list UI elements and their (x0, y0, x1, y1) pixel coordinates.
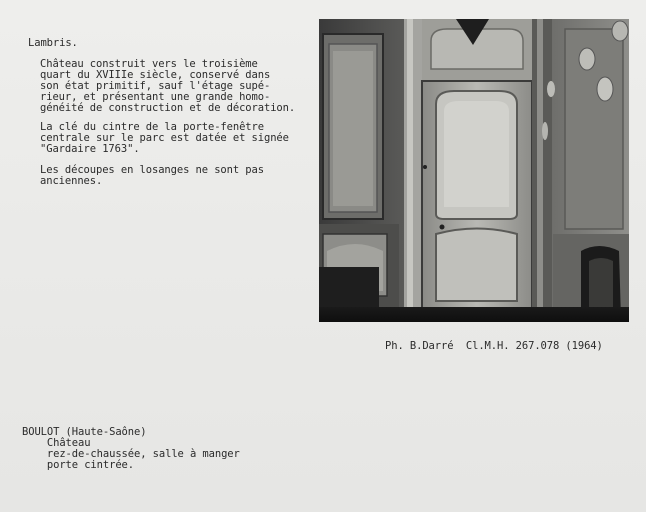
boiserie-door-photo-image (319, 19, 629, 322)
caption-paragraph-cutouts: Les découpes en losanges ne sont pas anciennes. (40, 164, 264, 187)
caption-paragraph-history: Château construit vers le troisième quart du XVIIIe siècle, conservé dans son état primitif, sauf l'étage supé- rieur, et présentant une grande homo- généité de construction et de décoration. (40, 58, 296, 114)
interior-photograph (319, 19, 629, 322)
location-caption: BOULOT (Haute-Saône) Château rez-de-chaussée, salle à manger porte cintrée. (22, 426, 240, 471)
photo-credit: Ph. B.Darré Cl.M.H. 267.078 (1964) (385, 340, 603, 352)
caption-title: Lambris. (28, 37, 78, 49)
caption-paragraph-keystone: La clé du cintre de la porte-fenêtre centrale sur le parc est datée et signée "Gardaire 1763". (40, 121, 289, 155)
